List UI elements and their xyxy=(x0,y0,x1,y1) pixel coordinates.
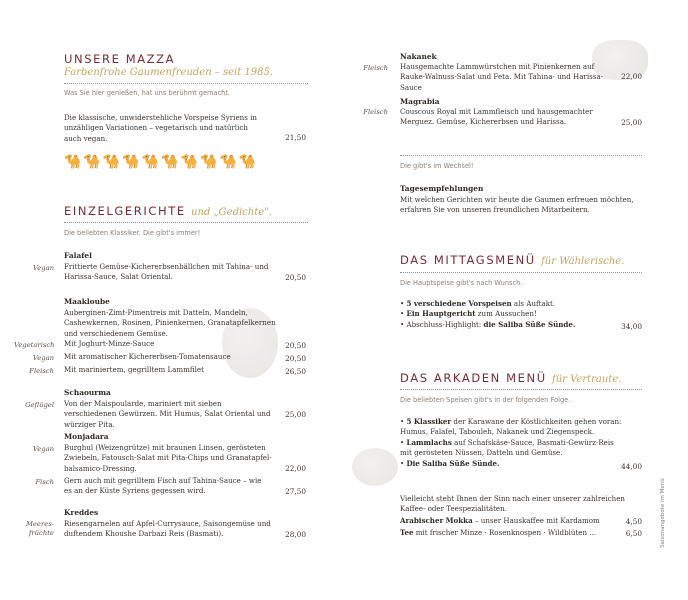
mokka-price: 4,50 xyxy=(625,517,642,526)
tages-name: Tagesempfehlungen xyxy=(400,184,484,193)
maakloube-description: Auberginen-Zimt-Pimentreis mit Datteln, Mandeln, Cashewkernen, Rosinen, Pinienkernen, Granatapfelkernen und verschiedenem Gemüse. xyxy=(64,308,276,338)
schaourma-name: Schaourma xyxy=(64,388,111,397)
kreddes-description: Riesengarnelen auf Apfel-Currysauce, Saisongemüse und duftendem Khoushe Darbazi Reis (Basmati). xyxy=(64,519,271,539)
mazza-tagline: Farbenfrohe Gaumenfreuden – seit 1985. xyxy=(64,67,274,78)
divider xyxy=(400,389,642,390)
mittag-price: 34,00 xyxy=(621,322,642,331)
kreddes-price: 28,00 xyxy=(285,530,306,539)
arkaden-heading: DAS ARKADEN MENÜ für Vertraute. xyxy=(400,371,622,385)
kreddes-name: Kreddes xyxy=(64,508,99,517)
arkaden-note: Die beliebten Speisen gibt's in der folgenden Folge. xyxy=(400,396,571,404)
arkaden-item: • Die Saliba Süße Sünde. xyxy=(400,458,500,468)
maakloube-veg-category: Vegetarisch xyxy=(14,341,55,349)
falafel-price: 20,50 xyxy=(285,273,306,282)
mittag-item: • Ein Hauptgericht zum Aussuchen! xyxy=(400,309,537,319)
vertical-footnote: Saisonangebote im Menü xyxy=(660,478,666,548)
monjadara-vegan-description: Burghul (Weizengrütze) mit braunen Linsen, gerösteten Zwiebeln, Fatousch-Salat mit Pita-Chips und Granatapfel-balsamico-Dressing. xyxy=(64,443,272,473)
mittag-items xyxy=(400,299,614,330)
monjadara-fish-description: Gern auch mit gegrilltem Fisch auf Tahina-Sauce – wie es an der Küste Syriens gegessen wird. xyxy=(64,476,262,496)
einzel-note: Die beliebten Klassiker. Die gibt's immer! xyxy=(64,229,201,237)
maakloube-vegan-price: 20,50 xyxy=(285,354,306,363)
nakanek-price: 22,00 xyxy=(621,72,642,81)
arkaden-item: • 5 Klassiker der Karawane der Köstlichkeiten gehen voran: Humus, Falafel, Tabouleh, Nakanek und Ziegenspeck. xyxy=(400,417,622,437)
magrabia-description: Couscous Royal mit Lammfleisch und hausgemachter Merguez. Gemüse, Kichererbsen und Harissa. xyxy=(400,107,593,127)
nakanek-name: Nakanek xyxy=(400,52,437,61)
arkaden-item: • Lammlachs auf Schafskäse-Sauce, Basmati-Gewürz-Reis mit gerösteten Nüssen, Datteln und Gemüse. xyxy=(400,437,614,458)
arkaden-items xyxy=(400,417,622,469)
maakloube-meat-category: Fleisch xyxy=(29,367,54,375)
monjadara-fish-price: 27,50 xyxy=(285,487,306,496)
divider xyxy=(400,155,642,156)
mazza-description: Die klassische, unwiderstehliche Vorspeise Syriens in unzähligen Variationen – vegetarisch und natürlich auch vegan. xyxy=(64,113,257,143)
kreddes-category: Meeres-früchte xyxy=(25,520,54,537)
tee-price: 6,50 xyxy=(625,529,642,538)
magrabia-category: Fleisch xyxy=(363,108,388,116)
monjadara-vegan-category: Vegan xyxy=(32,445,54,453)
monjadara-name: Monjadara xyxy=(64,432,109,441)
mokka-line: Arabischer Mokka – unser Hauskaffee mit Kardamom xyxy=(400,516,600,525)
magrabia-price: 25,00 xyxy=(621,118,642,127)
mint-leaf-sketch-illustration xyxy=(352,448,398,486)
closing-description: Vielleicht steht Ihnen der Sinn nach einer unserer zahlreichen Kaffee- oder Teespezialitäten. xyxy=(400,494,626,514)
mittag-note: Die Hauptspeise gibt's nach Wunsch. xyxy=(400,279,523,287)
schaourma-price: 25,00 xyxy=(285,410,306,419)
falafel-name: Falafel xyxy=(64,251,92,260)
divider xyxy=(64,222,308,223)
maakloube-meat-price: 26,50 xyxy=(285,367,306,376)
mazza-heading: UNSERE MAZZA xyxy=(64,52,176,66)
maakloube-meat-description: Mit mariniertem, gegrilltem Lammfilet xyxy=(64,365,204,374)
schaourma-category: Geflügel xyxy=(25,401,54,409)
arkaden-price: 44,00 xyxy=(621,462,642,471)
nakanek-category: Fleisch xyxy=(363,64,388,72)
camel-caravan-icon: 🐪🐪🐪🐪🐪🐪🐪🐪🐪🐪 xyxy=(64,154,259,170)
tee-line: Tee mit frischer Minze · Rosenknospen · Wildblüten ... xyxy=(400,528,597,537)
maakloube-vegan-description: Mit aromatischer Kichererbsen-Tomatensauce xyxy=(64,352,231,361)
magrabia-name: Magrabia xyxy=(400,97,440,106)
falafel-category: Vegan xyxy=(32,264,54,272)
monjadara-fish-category: Fisch xyxy=(35,478,54,486)
mittag-heading: DAS MITTAGSMENÜ für Wählerische. xyxy=(400,253,625,267)
einzel-heading: EINZELGERICHTE und „Gedichte". xyxy=(64,204,272,218)
falafel-description: Frittierte Gemüse-Kichererbsenbällchen mit Tahina- und Harissa-Sauce, Salat Oriental. xyxy=(64,262,269,282)
mittag-item: • 5 verschiedene Vorspeisen als Auftakt. xyxy=(400,299,556,308)
maakloube-veg-description: Mit Joghurt-Minze-Sauce xyxy=(64,339,155,348)
maakloube-vegan-category: Vegan xyxy=(32,354,54,362)
schaourma-description: Von der Maispoularde, mariniert mit sieben verschiedenen Gewürzen. Mit Humus, Salat Oriental und würziger Pita. xyxy=(64,399,271,429)
maakloube-name: Maakloube xyxy=(64,297,110,306)
mazza-note: Was Sie hier genießen, hat uns berühmt gemacht. xyxy=(64,89,231,97)
mazza-price: 21,50 xyxy=(285,133,306,142)
divider xyxy=(64,83,308,84)
tages-description: Mit welchen Gerichten wir heute die Gaumen erfreuen möchten, erfahren Sie von unseren freundlichen Mitarbeitern. xyxy=(400,195,634,215)
mittag-item: • Abschluss-Highlight: die Saliba Süße Sünde. xyxy=(400,319,576,329)
wechsel-note: Die gibt's im Wechsel! xyxy=(400,162,474,170)
maakloube-veg-price: 20,50 xyxy=(285,341,306,350)
divider xyxy=(400,272,642,273)
monjadara-vegan-price: 22,00 xyxy=(285,464,306,473)
nakanek-description: Hausgemachte Lammwürstchen mit Pinienkernen auf Rauke-Walnuss-Salat und Feta. Mit Tahina- und Harissa-Sauce xyxy=(400,62,603,92)
